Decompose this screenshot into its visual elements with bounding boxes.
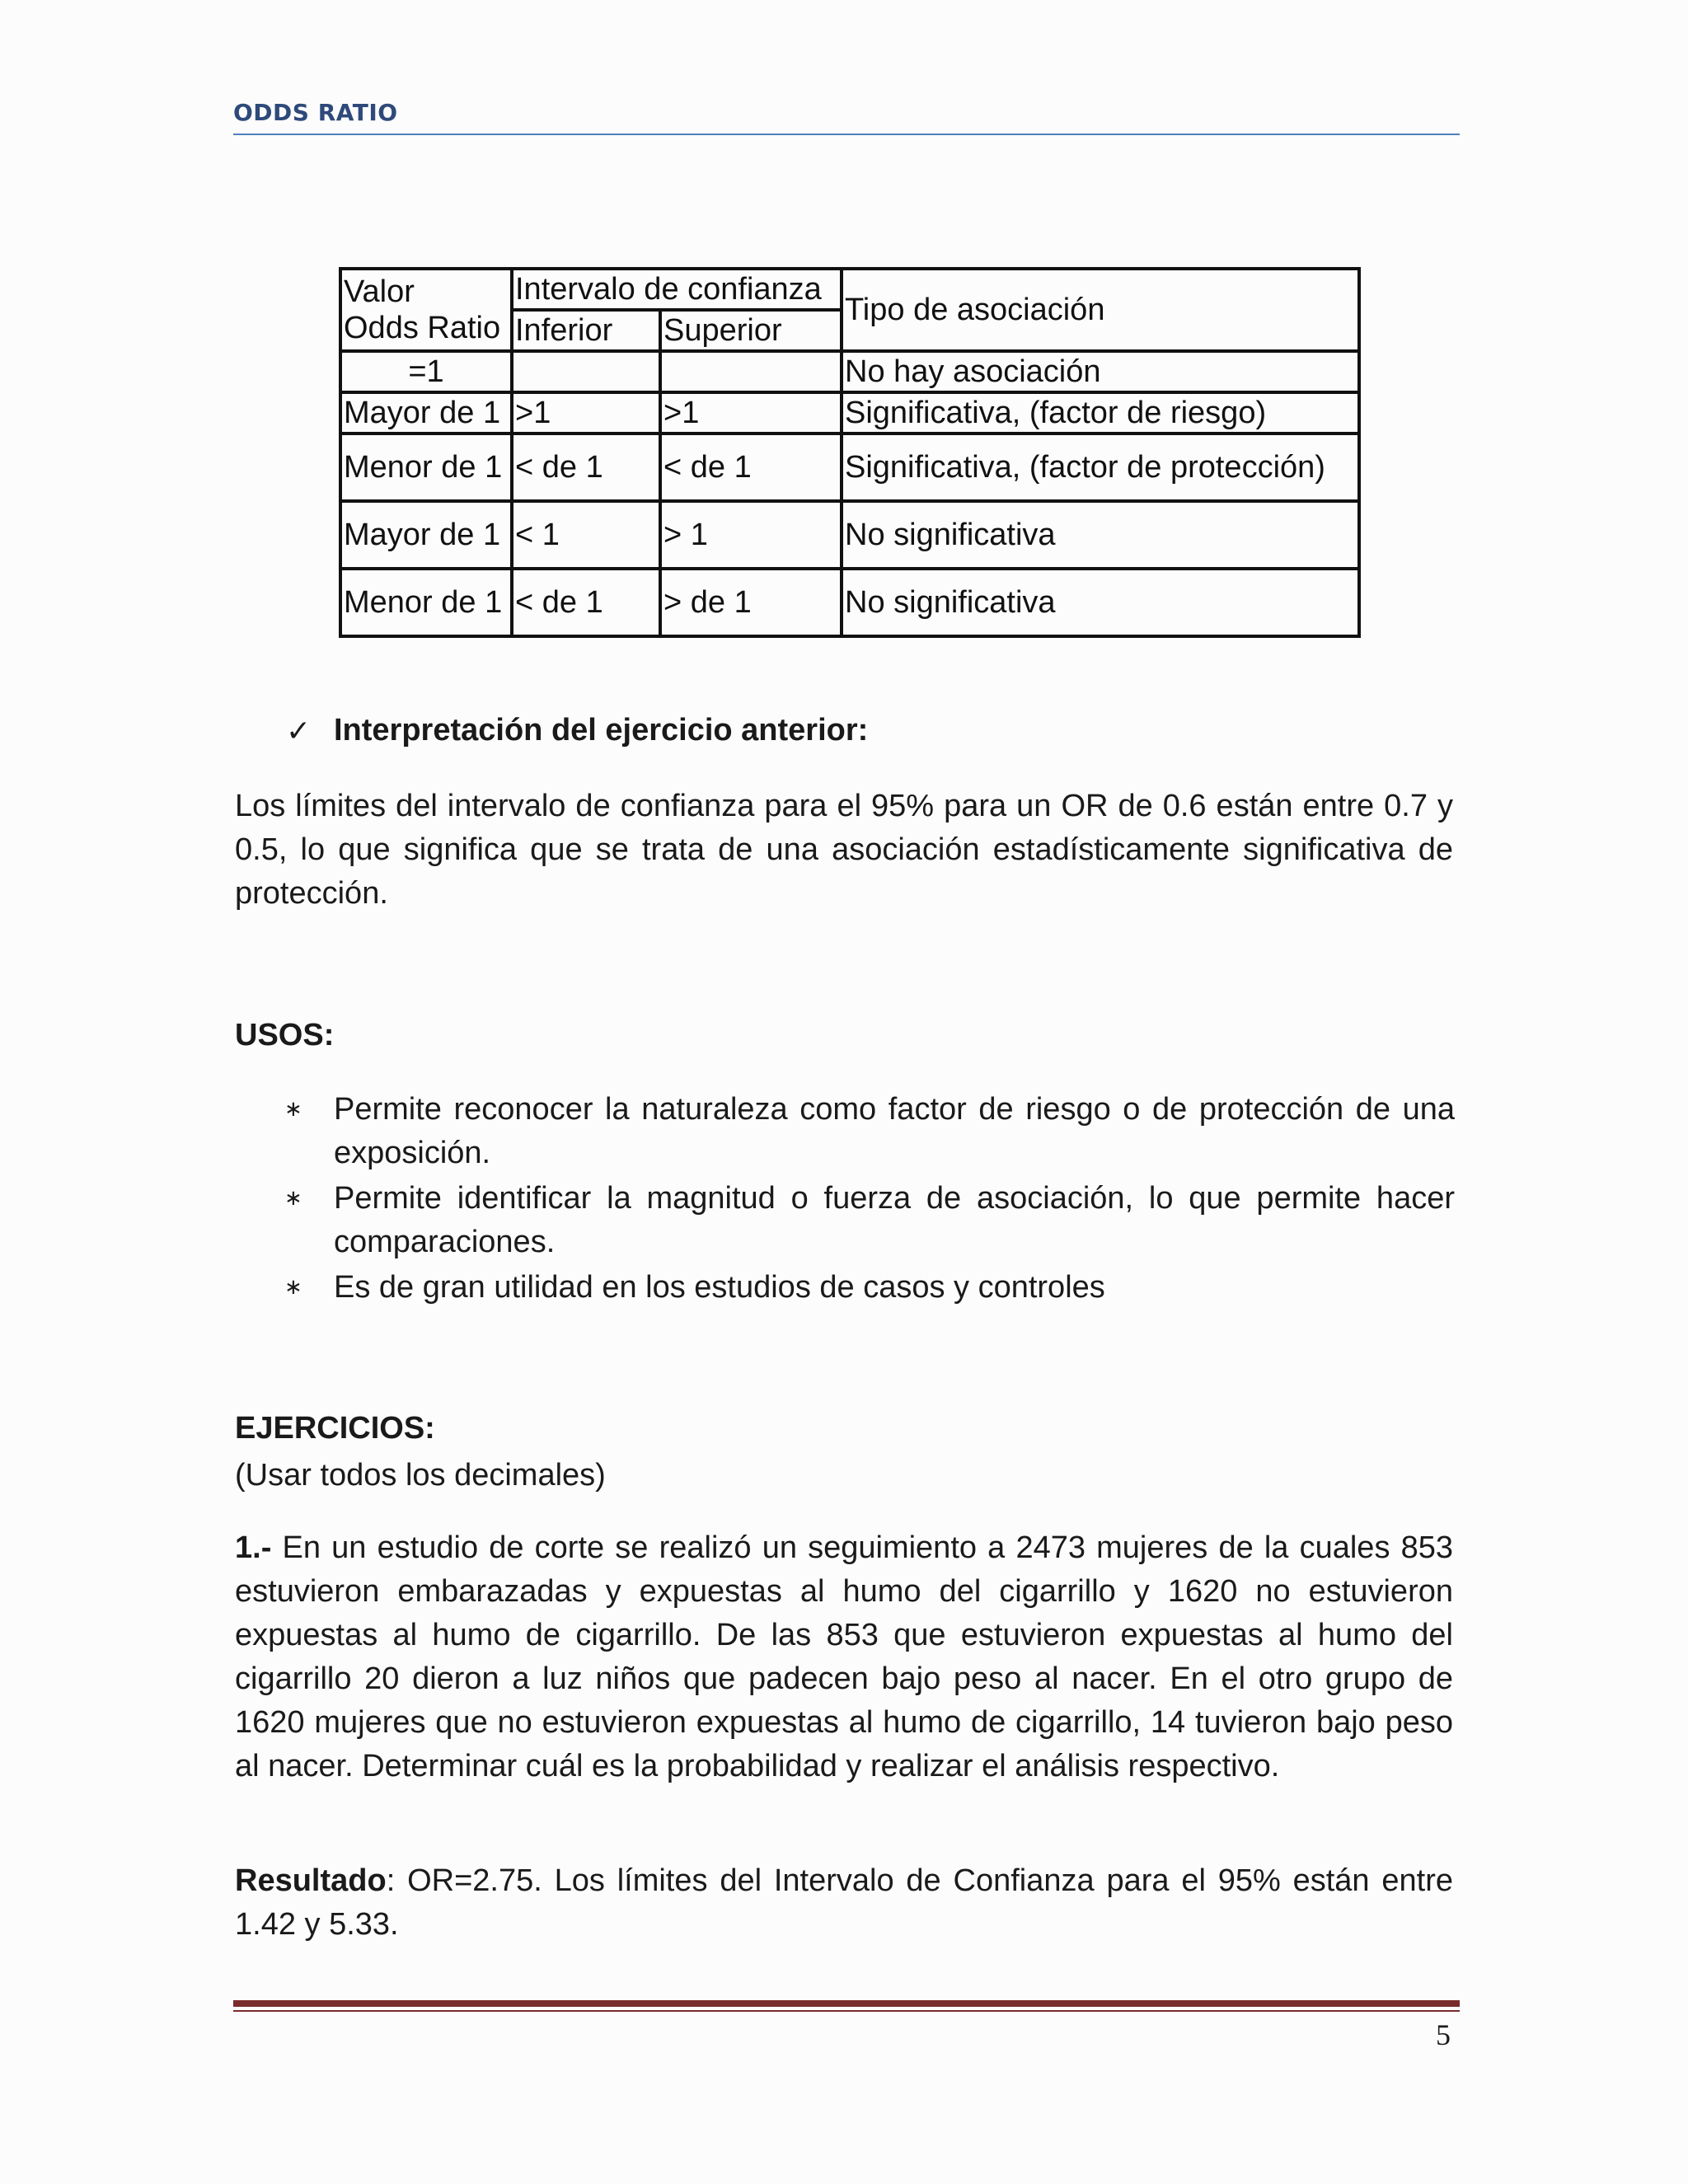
cell-valor: =1 bbox=[340, 351, 512, 392]
page-number: 5 bbox=[1436, 2018, 1451, 2051]
header-superior-cell: Superior bbox=[660, 310, 842, 351]
exercise-1-paragraph bbox=[235, 1526, 1453, 1788]
asterisk-bullet-icon: ∗ bbox=[284, 1186, 302, 1211]
table-row bbox=[340, 392, 1359, 434]
header-intervalo-cell: Intervalo de confianza bbox=[512, 269, 842, 310]
result-text: : OR=2.75. Los límites del Intervalo de Confianza para el 95% están entre 1.42 y 5.33. bbox=[235, 1863, 1453, 1942]
exercise-text: En un estudio de corte se realizó un seguimiento a 2473 mujeres de la cuales 853 estuvieron embarazadas y expuestas al humo del cigarrillo y 1620 no estuvieron expuestas al humo de cigarrillo. De las 853 que estuvieron expuestas al humo del cigarrillo 20 dieron a luz niños que padecen bajo peso al nacer. En el otro grupo de 1620 mujeres que no estuvieron expuestas al humo de cigarrillo, 14 tuvieron bajo peso al nacer. Determinar cuál es la probabilidad y realizar el análisis respectivo. bbox=[235, 1530, 1453, 1783]
header-valor-cell bbox=[340, 269, 512, 351]
table-row bbox=[340, 569, 1359, 636]
cell-tipo: Significativa, (factor de protección) bbox=[842, 434, 1359, 501]
cell-tipo: No hay asociación bbox=[842, 351, 1359, 392]
list-item bbox=[280, 1266, 1455, 1310]
ejercicios-note: (Usar todos los decimales) bbox=[235, 1458, 606, 1493]
exercise-number: 1.- bbox=[235, 1530, 272, 1565]
list-item bbox=[280, 1088, 1455, 1175]
cell-inferior: >1 bbox=[512, 392, 660, 434]
cell-superior: > de 1 bbox=[660, 569, 842, 636]
list-item-text: Es de gran utilidad en los estudios de casos y controles bbox=[334, 1270, 1105, 1305]
odds-ratio-table bbox=[339, 267, 1361, 638]
asterisk-bullet-icon: ∗ bbox=[284, 1097, 302, 1122]
table-row bbox=[340, 501, 1359, 569]
page-header-title: ODDS RATIO bbox=[233, 99, 398, 126]
cell-superior bbox=[660, 351, 842, 392]
usos-heading: USOS: bbox=[235, 1018, 335, 1052]
cell-valor: Mayor de 1 bbox=[340, 392, 512, 434]
interpretacion-paragraph: Los límites del intervalo de confianza para el 95% para un OR de 0.6 están entre 0.7 y 0.5, lo que significa que se trata de una asociación estadísticamente significativa de protección. bbox=[235, 789, 1453, 911]
cell-tipo: No significativa bbox=[842, 569, 1359, 636]
header-tipo-cell: Tipo de asociación bbox=[842, 269, 1359, 351]
header-inferior-cell: Inferior bbox=[512, 310, 660, 351]
cell-inferior: < de 1 bbox=[512, 569, 660, 636]
cell-inferior bbox=[512, 351, 660, 392]
footer-divider-thin bbox=[233, 2010, 1460, 2012]
cell-valor: Mayor de 1 bbox=[340, 501, 512, 569]
header-valor-line2: Odds Ratio bbox=[344, 311, 501, 345]
cell-superior: < de 1 bbox=[660, 434, 842, 501]
result-label: Resultado bbox=[235, 1863, 387, 1898]
table-row bbox=[340, 351, 1359, 392]
cell-superior: >1 bbox=[660, 392, 842, 434]
asterisk-bullet-icon: ∗ bbox=[284, 1275, 302, 1300]
cell-tipo: Significativa, (factor de riesgo) bbox=[842, 392, 1359, 434]
header-valor-line1: Valor bbox=[344, 274, 415, 309]
list-item bbox=[280, 1177, 1455, 1264]
footer-divider-thick bbox=[233, 2000, 1460, 2007]
table-header-row bbox=[340, 269, 1359, 310]
cell-valor: Menor de 1 bbox=[340, 434, 512, 501]
checkmark-icon: ✓ bbox=[286, 715, 312, 748]
usos-list bbox=[280, 1088, 1455, 1311]
cell-superior: > 1 bbox=[660, 501, 842, 569]
interpretacion-heading: Interpretación del ejercicio anterior: bbox=[334, 713, 869, 748]
list-item-text: Permite identificar la magnitud o fuerza de asociación, lo que permite hacer comparaciones. bbox=[334, 1181, 1455, 1259]
header-divider bbox=[233, 134, 1460, 135]
cell-tipo: No significativa bbox=[842, 501, 1359, 569]
table-row bbox=[340, 434, 1359, 501]
ejercicios-heading: EJERCICIOS: bbox=[235, 1411, 435, 1446]
list-item-text: Permite reconocer la naturaleza como factor de riesgo o de protección de una exposición. bbox=[334, 1092, 1455, 1170]
result-paragraph bbox=[235, 1859, 1453, 1947]
cell-valor: Menor de 1 bbox=[340, 569, 512, 636]
cell-inferior: < 1 bbox=[512, 501, 660, 569]
cell-inferior: < de 1 bbox=[512, 434, 660, 501]
